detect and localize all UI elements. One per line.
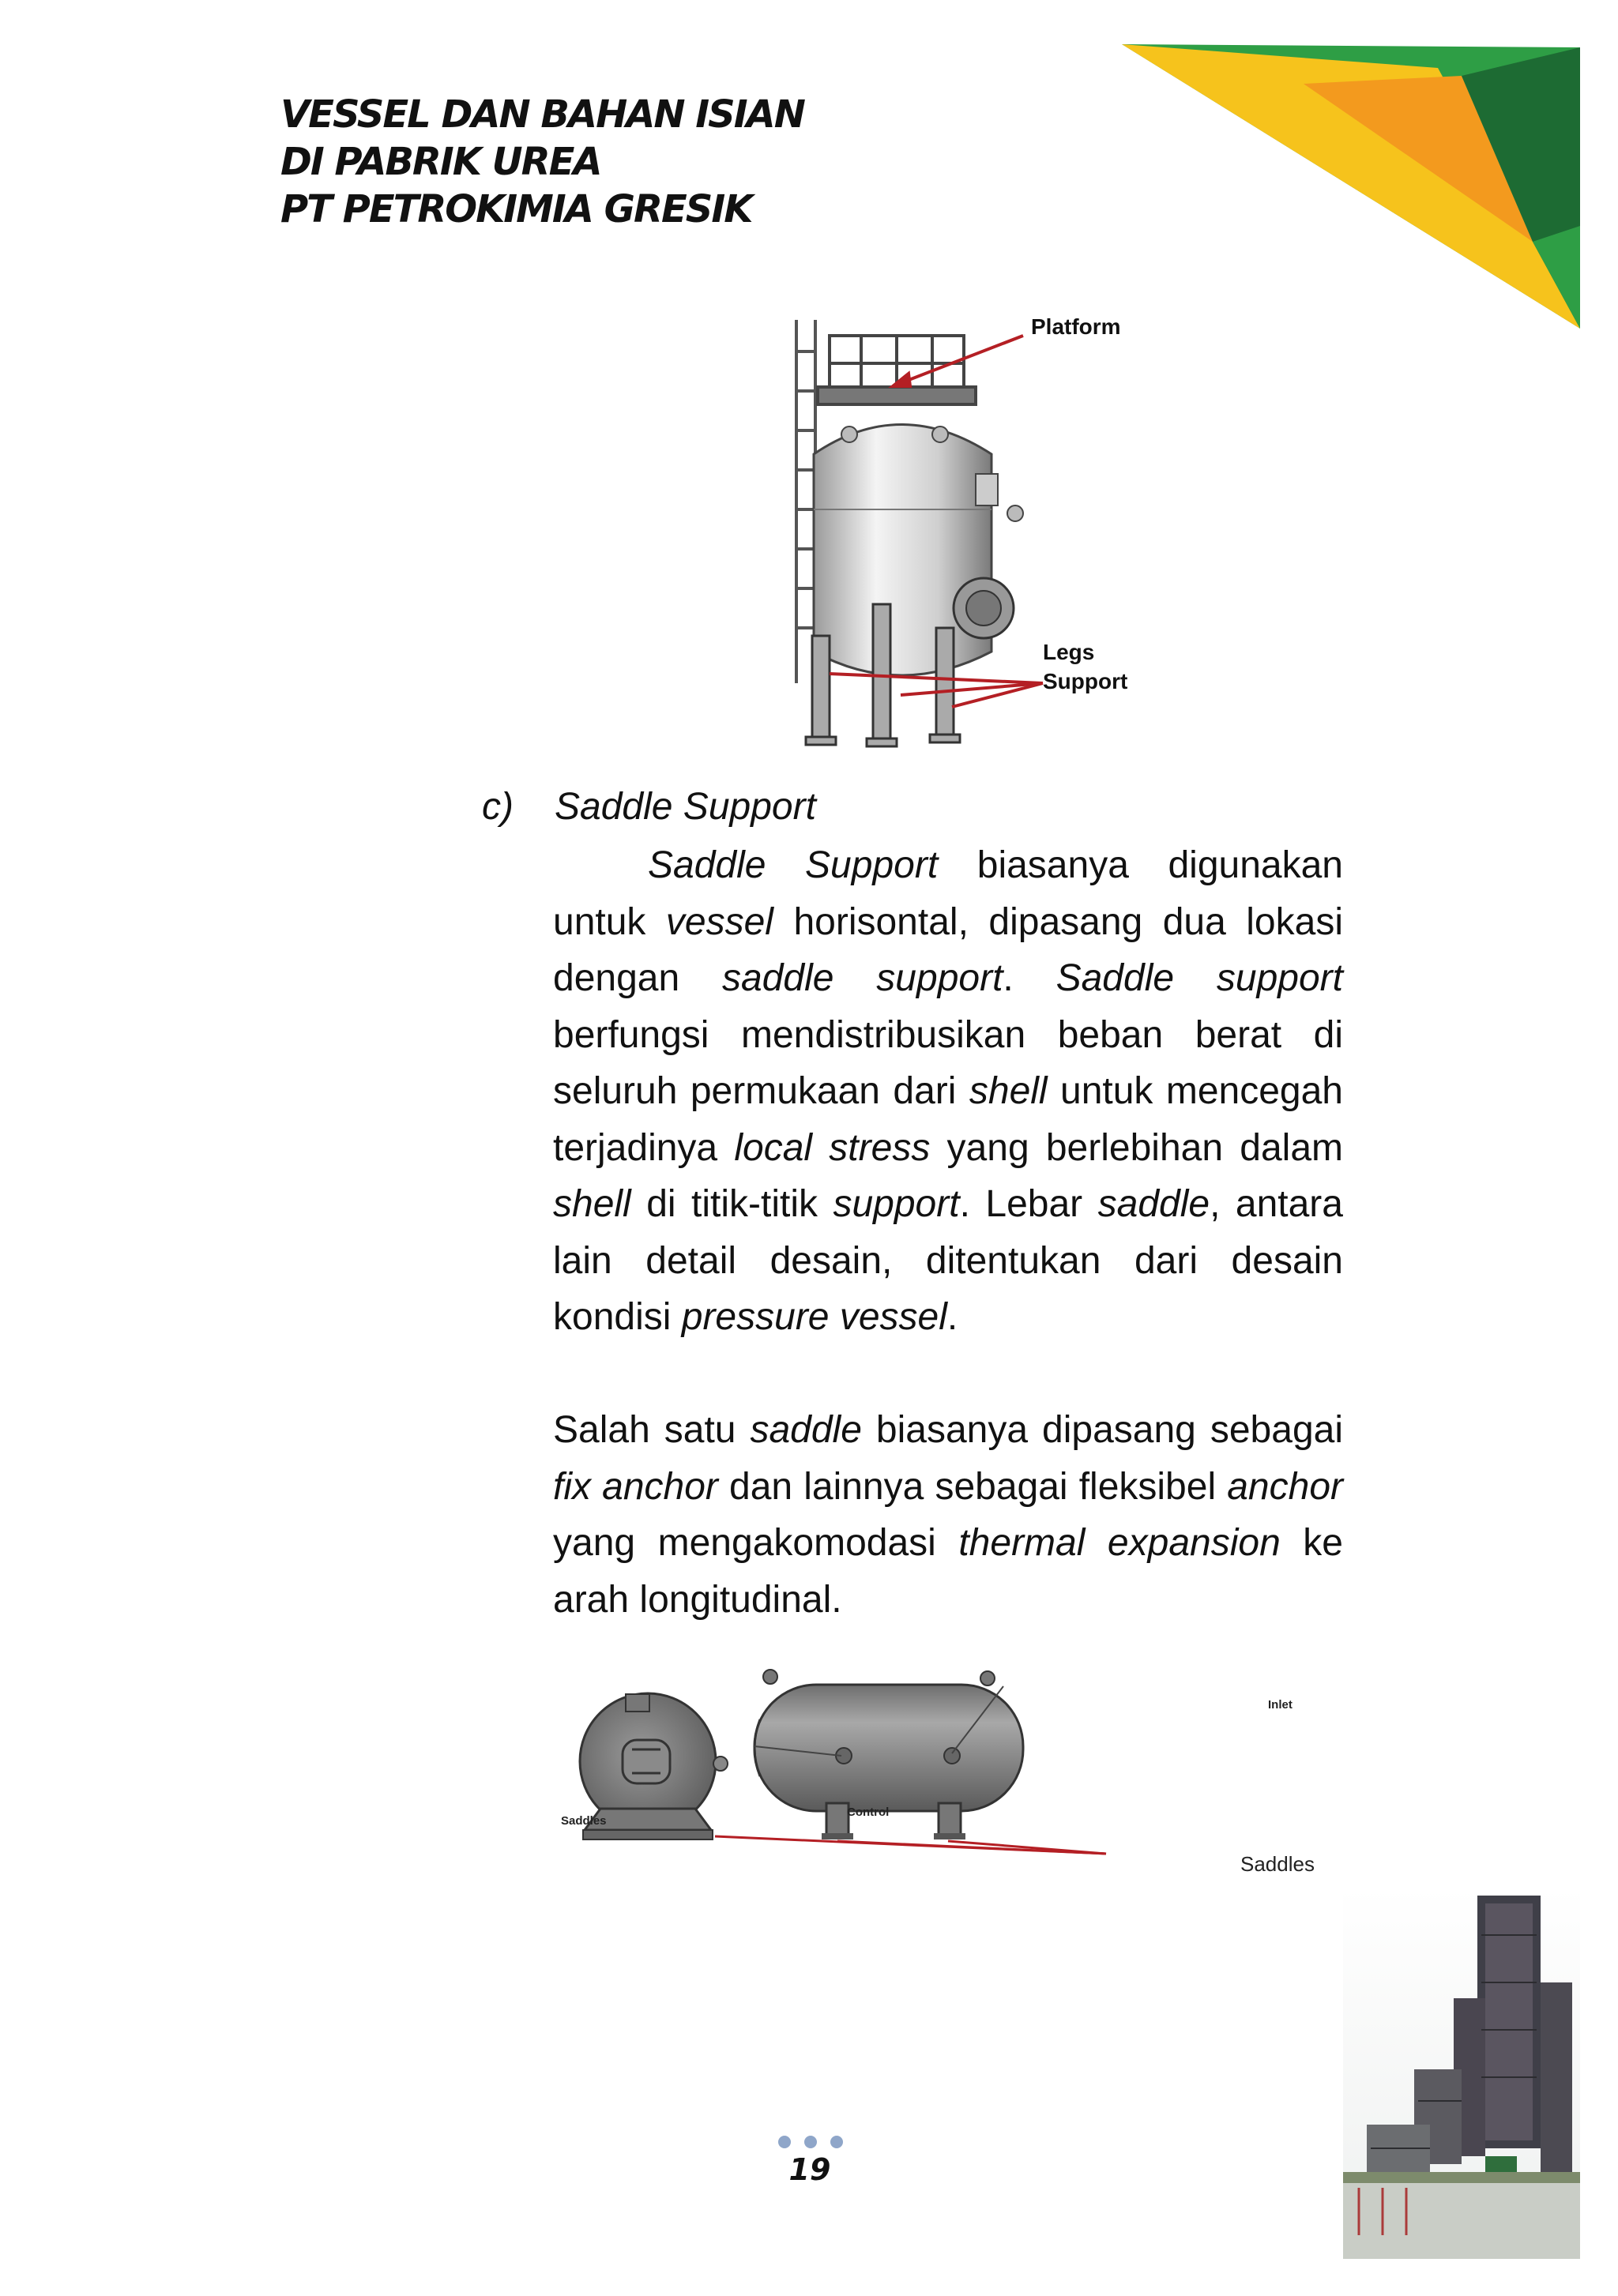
document-header — [280, 91, 804, 233]
header-line-3: PT PETROKIMIA GRESIK — [280, 187, 752, 231]
label-control: Control — [847, 1806, 890, 1819]
corner-decoration — [1122, 44, 1580, 329]
section-title: Saddle Support — [555, 786, 816, 828]
plant-photo — [1343, 1888, 1580, 2259]
header-line-2: DI PABRIK UREA — [280, 140, 601, 184]
label-saddles-right: Saddles — [1240, 1852, 1315, 1876]
label-platform: Platform — [1031, 314, 1121, 339]
page-number: 19 — [788, 2152, 831, 2187]
ladder-icon — [796, 320, 815, 683]
horizontal-vessel-figure — [553, 1647, 1335, 1884]
label-support: Support — [1043, 669, 1128, 693]
saddle-arrow-icons — [715, 1836, 1106, 1854]
section-letter: c) — [482, 786, 514, 828]
section-heading — [482, 783, 816, 831]
platform-railing-icon — [818, 336, 976, 404]
paragraph-2: Salah satu saddle biasanya dipasang sebagai fix anchor dan lainnya sebagai fleksibel anchor yang mengakomodasi thermal expansion ke arah longitudinal. — [553, 1409, 1343, 1621]
vertical-vessel-figure — [782, 304, 1153, 770]
vessel-shell-icon — [814, 425, 991, 676]
label-inlet: Inlet — [1268, 1698, 1293, 1712]
page-dots-decoration — [775, 2133, 846, 2151]
paragraph-1: Saddle Support biasanya digunakan untuk vessel horisontal, dipasang dua lokasi dengan saddle support. Saddle support berfungsi mendistribusikan beban berat di seluruh permukaan dari shell untuk mencegah terjadinya local stress yang berlebihan dalam shell di titik-titik support. Lebar saddle, antara lain detail desain, ditentukan dari desain kondisi pressure vessel. — [553, 844, 1344, 1338]
header-line-1: VESSEL DAN BAHAN ISIAN — [280, 92, 804, 137]
label-saddles-left: Saddles — [561, 1814, 607, 1828]
label-legs: Legs — [1043, 640, 1095, 664]
